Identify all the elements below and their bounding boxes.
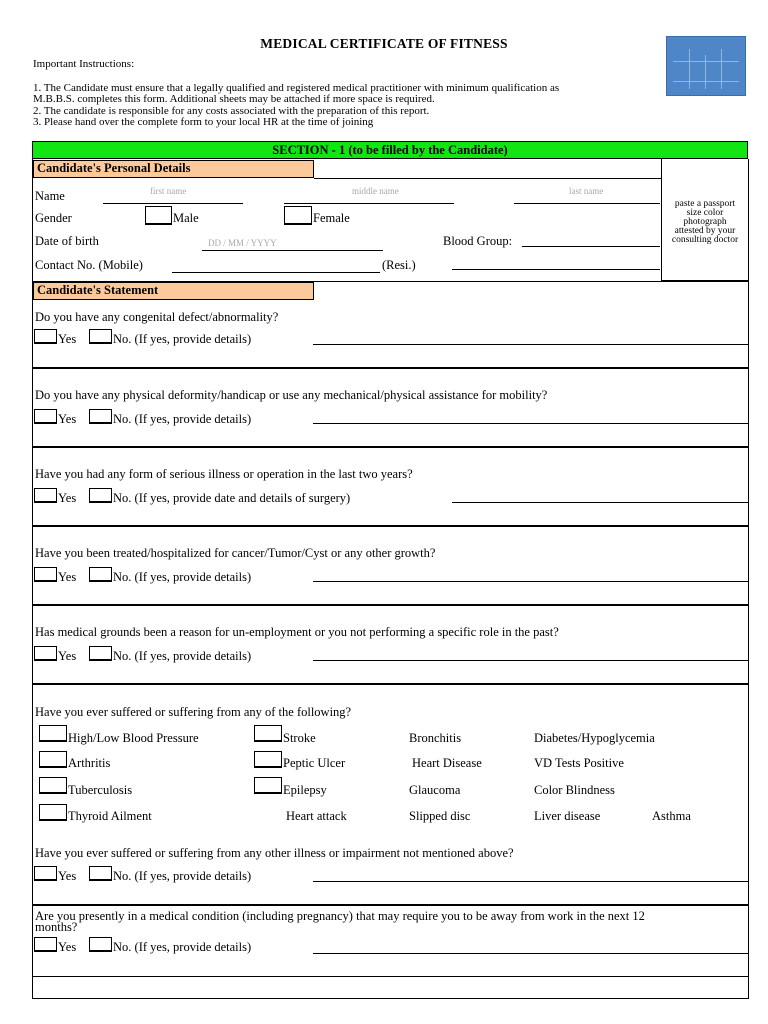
question-divider xyxy=(33,525,748,527)
no-label: No. (If yes, provide details) xyxy=(113,940,252,954)
dob-field[interactable] xyxy=(202,250,383,251)
blood-group-field[interactable] xyxy=(522,246,660,247)
no-checkbox[interactable] xyxy=(89,409,112,424)
question-serious-illness: Have you had any form of serious illness or operation in the last two years? xyxy=(35,467,413,481)
middle-name-field[interactable] xyxy=(284,203,454,204)
no-label: No. (If yes, provide details) xyxy=(113,649,252,663)
condition-thyroid: Thyroid Ailment xyxy=(68,809,152,823)
condition-asthma: Asthma xyxy=(652,809,691,823)
condition-stroke: Stroke xyxy=(283,731,316,745)
condition-vd-tests: VD Tests Positive xyxy=(534,756,624,770)
statement-heading: Candidate's Statement xyxy=(33,282,314,300)
condition-bronchitis: Bronchitis xyxy=(409,731,462,745)
condition-blood-pressure: High/Low Blood Pressure xyxy=(68,731,199,745)
yes-label: Yes xyxy=(58,332,77,346)
condition-checkbox-arthritis[interactable] xyxy=(39,751,67,768)
no-checkbox[interactable] xyxy=(89,567,112,582)
no-checkbox[interactable] xyxy=(89,488,112,503)
no-label: No. (If yes, provide details) xyxy=(113,332,252,346)
yes-checkbox[interactable] xyxy=(34,866,57,881)
condition-liver-disease: Liver disease xyxy=(534,809,601,823)
condition-checkbox-thyroid[interactable] xyxy=(39,804,67,821)
question-divider xyxy=(33,683,748,685)
gender-label: Gender xyxy=(35,211,72,225)
male-label: Male xyxy=(173,211,199,225)
condition-checkbox-epilepsy[interactable] xyxy=(254,777,282,794)
details-field[interactable] xyxy=(452,502,748,503)
company-logo xyxy=(666,36,746,96)
instruction-line-1: 1. The Candidate must ensure that a legally qualified and registered medical practitioner with minimum qualification as xyxy=(33,82,560,94)
section-1-header: SECTION - 1 (to be filled by the Candidate) xyxy=(32,141,748,159)
name-label: Name xyxy=(35,189,65,203)
condition-arthritis: Arthritis xyxy=(68,756,111,770)
no-checkbox[interactable] xyxy=(89,646,112,661)
condition-checkbox-blood-pressure[interactable] xyxy=(39,725,67,742)
question-unemployment: Has medical grounds been a reason for un-employment or you not performing a specific role in the past? xyxy=(35,625,559,639)
instruction-line-3: 2. The candidate is responsible for any costs associated with the preparation of this report. xyxy=(33,105,430,117)
yes-label: Yes xyxy=(58,940,77,954)
condition-glaucoma: Glaucoma xyxy=(409,783,461,797)
question-other-illness: Have you ever suffered or suffering from any other illness or impairment not mentioned above? xyxy=(35,846,514,860)
condition-checkbox-tuberculosis[interactable] xyxy=(39,777,67,794)
question-congenital: Do you have any congenital defect/abnormality? xyxy=(35,310,279,324)
blood-group-label: Blood Group: xyxy=(443,234,513,248)
contact-label: Contact No. (Mobile) xyxy=(35,258,143,272)
first-name-field[interactable] xyxy=(103,203,243,204)
yes-checkbox[interactable] xyxy=(34,937,57,952)
residence-phone-field[interactable] xyxy=(452,269,660,270)
dob-format-hint: DD / MM / YYYY xyxy=(208,238,277,248)
no-checkbox[interactable] xyxy=(89,937,112,952)
condition-color-blindness: Color Blindness xyxy=(534,783,615,797)
details-field[interactable] xyxy=(313,581,748,582)
no-checkbox[interactable] xyxy=(89,329,112,344)
last-name-field[interactable] xyxy=(514,203,660,204)
instruction-line-4: 3. Please hand over the complete form to your local HR at the time of joining xyxy=(33,116,374,128)
male-checkbox[interactable] xyxy=(145,206,172,225)
condition-epilepsy: Epilepsy xyxy=(283,783,327,797)
question-divider xyxy=(33,446,748,448)
yes-label: Yes xyxy=(58,491,77,505)
condition-checkbox-stroke[interactable] xyxy=(254,725,282,742)
yes-checkbox[interactable] xyxy=(34,646,57,661)
page-title: MEDICAL CERTIFICATE OF FITNESS xyxy=(260,36,508,51)
female-label: Female xyxy=(313,211,350,225)
photo-placeholder[interactable]: paste a passport size color photograph attested by your consulting doctor xyxy=(661,159,748,281)
heading-rule xyxy=(314,178,661,179)
question-conditions: Have you ever suffered or suffering from any of the following? xyxy=(35,705,352,719)
condition-diabetes: Diabetes/Hypoglycemia xyxy=(534,731,655,745)
question-deformity: Do you have any physical deformity/handicap or use any mechanical/physical assistance for mobility? xyxy=(35,388,548,402)
details-field[interactable] xyxy=(313,953,748,954)
form-border-right xyxy=(748,159,749,999)
form-border-bottom xyxy=(32,998,749,999)
yes-label: Yes xyxy=(58,570,77,584)
mobile-field[interactable] xyxy=(172,272,380,273)
last-name-hint: last name xyxy=(569,186,604,196)
dob-label: Date of birth xyxy=(35,234,99,248)
no-label: No. (If yes, provide details) xyxy=(113,570,252,584)
details-field[interactable] xyxy=(313,423,748,424)
condition-checkbox-peptic-ulcer[interactable] xyxy=(254,751,282,768)
yes-label: Yes xyxy=(58,869,77,883)
yes-checkbox[interactable] xyxy=(34,567,57,582)
resi-label: (Resi.) xyxy=(382,258,416,272)
question-cancer: Have you been treated/hospitalized for cancer/Tumor/Cyst or any other growth? xyxy=(35,546,436,560)
condition-tuberculosis: Tuberculosis xyxy=(68,783,133,797)
condition-heart-disease: Heart Disease xyxy=(412,756,482,770)
yes-label: Yes xyxy=(58,412,77,426)
no-checkbox[interactable] xyxy=(89,866,112,881)
question-divider xyxy=(33,367,748,369)
condition-heart-attack: Heart attack xyxy=(286,809,347,823)
no-label: No. (If yes, provide details) xyxy=(113,869,252,883)
instruction-line-2: M.B.B.S. completes this form. Additional sheets may be attached if more space is required. xyxy=(33,93,435,105)
yes-checkbox[interactable] xyxy=(34,409,57,424)
yes-label: Yes xyxy=(58,649,77,663)
details-field[interactable] xyxy=(313,660,748,661)
question-current-condition: Are you presently in a medical condition (including pregnancy) that may require you to be away from work in the next 12 months? xyxy=(35,909,645,934)
yes-checkbox[interactable] xyxy=(34,329,57,344)
details-field[interactable] xyxy=(313,881,748,882)
female-checkbox[interactable] xyxy=(284,206,312,225)
yes-checkbox[interactable] xyxy=(34,488,57,503)
first-name-hint: first name xyxy=(150,186,187,196)
question-divider xyxy=(33,604,748,606)
no-label: No. (If yes, provide date and details of surgery) xyxy=(113,491,351,505)
instructions-heading: Important Instructions: xyxy=(33,58,135,70)
personal-details-heading: Candidate's Personal Details xyxy=(33,160,314,178)
middle-name-hint: middle name xyxy=(352,186,399,196)
no-label: No. (If yes, provide details) xyxy=(113,412,252,426)
question-divider xyxy=(33,976,748,977)
details-field[interactable] xyxy=(313,344,748,345)
question-divider xyxy=(33,904,748,906)
condition-peptic-ulcer: Peptic Ulcer xyxy=(283,756,346,770)
condition-slipped-disc: Slipped disc xyxy=(409,809,471,823)
